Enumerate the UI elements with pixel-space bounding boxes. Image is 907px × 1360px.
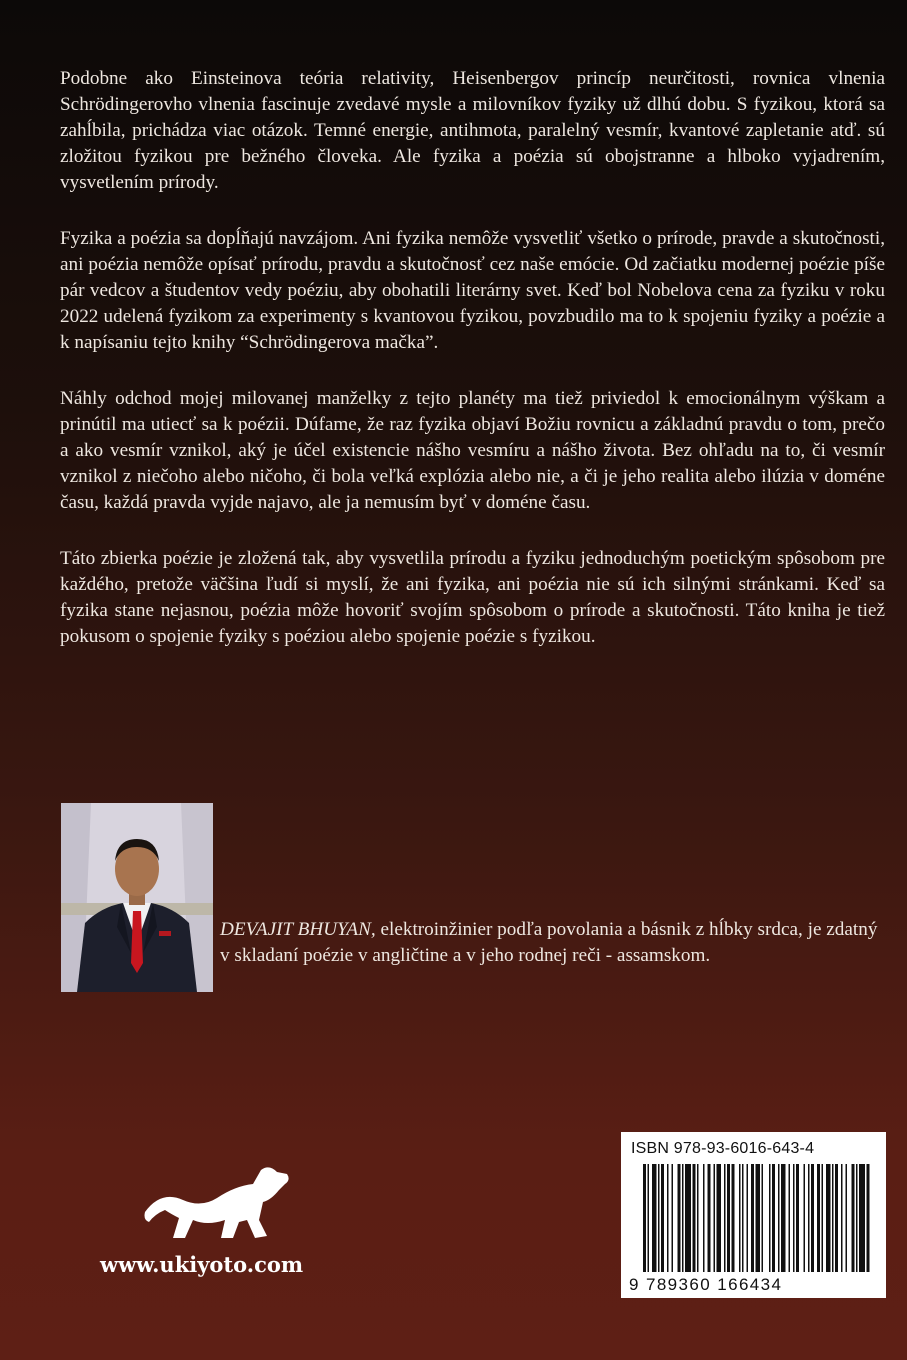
barcode (635, 1164, 873, 1274)
barcode-bar (793, 1164, 795, 1272)
author-bio (220, 917, 885, 969)
barcode-bar (756, 1164, 761, 1272)
barcode-bar (852, 1164, 855, 1272)
barcode-bar (859, 1164, 865, 1272)
barcode-bar (822, 1164, 824, 1272)
barcode-bar (817, 1164, 820, 1272)
author-name: DEVAJIT BHUYAN, (220, 919, 376, 940)
barcode-panel (621, 1132, 886, 1298)
barcode-bar (856, 1164, 858, 1272)
barcode-bar (772, 1164, 775, 1272)
barcode-bar (648, 1164, 650, 1272)
barcode-bar (667, 1164, 669, 1272)
barcode-bar (652, 1164, 657, 1272)
barcode-bar (846, 1164, 848, 1272)
barcode-bar (867, 1164, 870, 1272)
barcode-bar (789, 1164, 791, 1272)
barcode-bar (762, 1164, 764, 1272)
barcode-bar (672, 1164, 674, 1272)
blurb-paragraph-2: Fyzika a poézia sa dopĺňajú navzájom. Ani fyzika nemôže vysvetliť všetko o prírode, pravde a skutočnosti, ani poézia nemôže opísať prírodu, pravdu a skutočnosť cez naše emócie. Od začiatku modernej poézie píše pár vedcov a študentov vedy poéziu, aby obohatili literárny svet. Keď bol Nobelova cena za fyziku v roku 2022 udelená fyzikom za experimenty s kvantovou fyzikou, povzbudilo ma to k spojeniu fyziky a poézie a k napísaniu tejto knihy “Schrödingerova mačka”. (60, 228, 885, 353)
author-bio-text: elektroinžinier podľa povolania a básnik z hĺbky srdca, je zdatný v skladaní poézie v angličtine a v jeho rodnej reči - assamskom. (220, 919, 878, 966)
barcode-bar (724, 1164, 726, 1272)
barcode-bar (747, 1164, 749, 1272)
barcode-bar (804, 1164, 806, 1272)
isbn-label: ISBN 978-93-6016-643-4 (631, 1140, 815, 1157)
author-photo (61, 803, 213, 992)
barcode-bar (811, 1164, 814, 1272)
barcode-bar (769, 1164, 771, 1272)
barcode-bar (826, 1164, 831, 1272)
blurb-paragraph-4: Táto zbierka poézie je zložená tak, aby vysvetlila prírodu a fyziku jednoduchým poetickým spôsobom pre každého, pretože väčšina ľudí si myslí, že ani fyzika, ani poézia nie sú ich silnými stránkami. Keď sa fyzika stane nejasnou, poézia môže hovoriť svojím spôsobom o prírode a skutočnosti. Táto kniha je tiež pokusom o spojenie fyziky s poéziou alebo spojenie poézie s fyzikou. (60, 548, 885, 647)
barcode-bar (678, 1164, 681, 1272)
barcode-bar (778, 1164, 780, 1272)
barcode-bar (781, 1164, 786, 1272)
barcode-bar (727, 1164, 730, 1272)
barcode-bar (841, 1164, 843, 1272)
barcode-bar (703, 1164, 705, 1272)
barcode-bar (742, 1164, 744, 1272)
barcode-bar (682, 1164, 684, 1272)
blurb-paragraph-1: Podobne ako Einsteinova teória relativity, Heisenbergov princíp neurčitosti, rovnica vlnenia Schrödingerovho vlnenia fascinuje zvedavé mysle a milovníkov fyziky už dlhú dobu. S fyzikou, ktorá sa zahĺbila, prichádza viac otázok. Temné energie, antihmota, paralelný vesmír, kvantové zapletanie atď. sú zložitou fyzikou pre bežného človeka. Ale fyzika a poézia sú obojstranne a hlboko vyjadrením, vysvetlením prírody. (60, 68, 885, 193)
barcode-bar (714, 1164, 716, 1272)
barcode-bar (751, 1164, 754, 1272)
barcode-bar (643, 1164, 646, 1272)
publisher-website: www.ukiyoto.com (100, 1252, 304, 1277)
barcode-bar (732, 1164, 735, 1272)
barcode-bar (832, 1164, 834, 1272)
barcode-bar (708, 1164, 711, 1272)
barcode-bar (697, 1164, 699, 1272)
barcode-bar (796, 1164, 799, 1272)
barcode-bar (717, 1164, 722, 1272)
barcode-bar (685, 1164, 691, 1272)
barcode-digits: 9 789360 166434 (629, 1275, 783, 1294)
blurb-paragraph-3: Náhly odchod mojej milovanej manželky z tejto planéty ma tiež priviedol k emocionálnym výškam a prinútil ma utiecť sa k poézii. Dúfame, že raz fyzika objaví Božiu rovnicu a základnú pravdu o tom, prečo a ako vesmír vznikol, aký je účel existencie nášho vesmíru a nášho života. Bez ohľadu na to, či vesmír vznikol z niečoho alebo ničoho, či bola veľká explózia alebo nie, a či je jeho realita alebo ilúzia v doméne času, každá pravda vyjde najavo, ale ja nemusím byť v doméne času. (60, 388, 885, 513)
barcode-bar (658, 1164, 660, 1272)
barcode-bar (835, 1164, 838, 1272)
publisher-logo (143, 1160, 293, 1250)
barcode-bar (808, 1164, 810, 1272)
barcode-bar (693, 1164, 696, 1272)
back-cover-blurb (60, 66, 885, 680)
barcode-bar (739, 1164, 741, 1272)
barcode-bar (661, 1164, 664, 1272)
